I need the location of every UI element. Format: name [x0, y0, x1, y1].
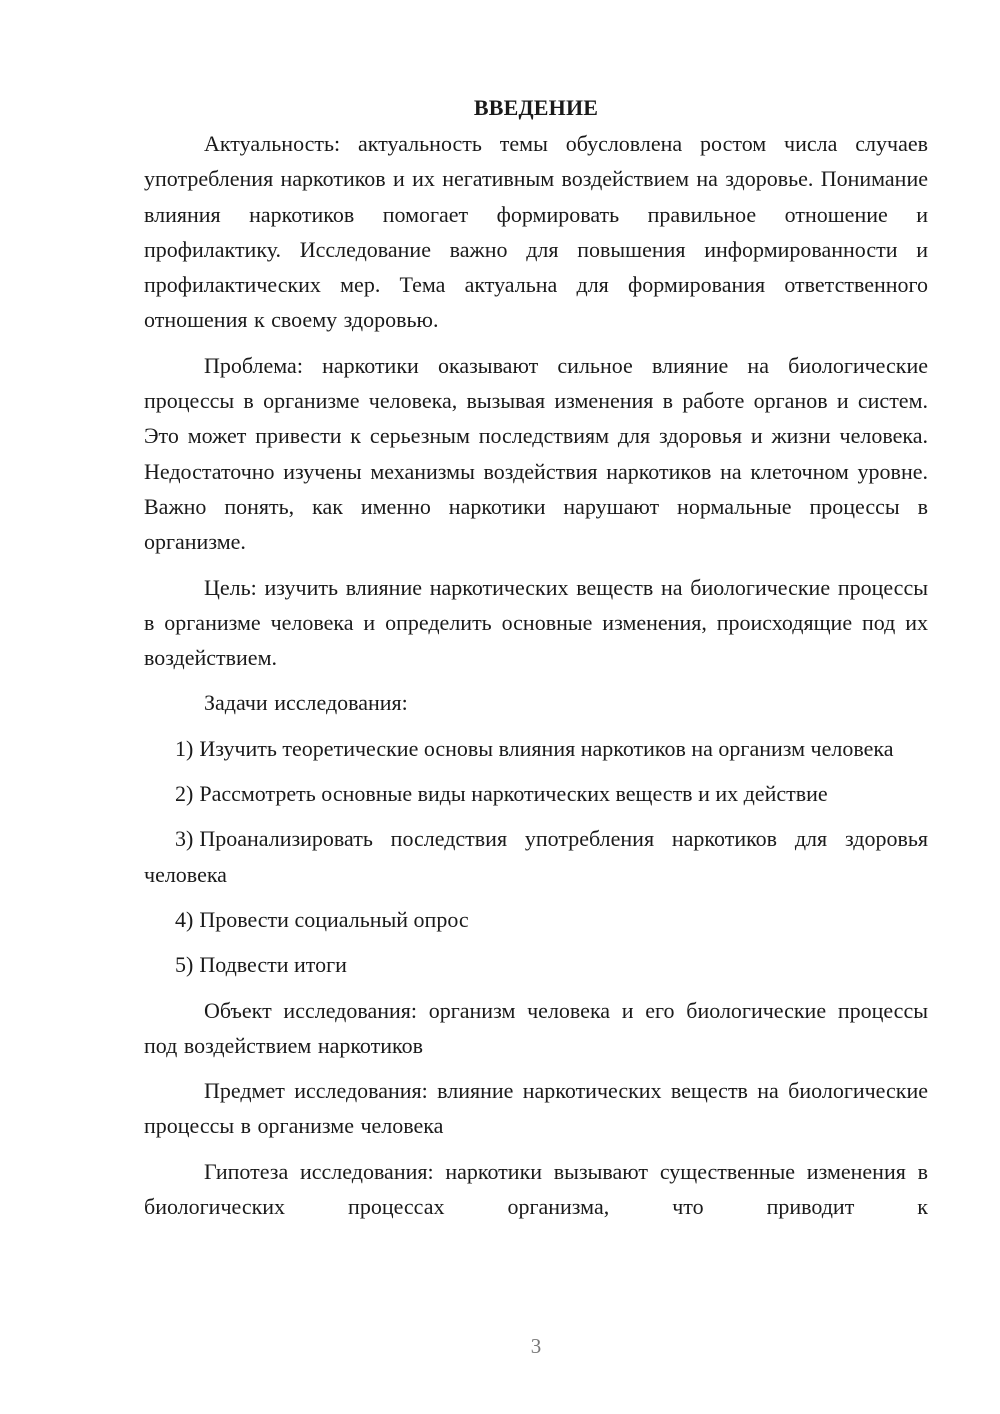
page-title: ВВЕДЕНИЕ	[473, 95, 599, 120]
task-item	[144, 821, 928, 892]
goal-paragraph: Цель: изучить влияние наркотических веществ на биологические процессы в организме человека и определить основные изменения, происходящие под их воздействием.	[144, 574, 928, 671]
task-text: Подвести итоги	[199, 952, 347, 978]
task-item	[144, 776, 928, 811]
task-number: 1)	[175, 735, 194, 761]
subject-paragraph: Предмет исследования: влияние наркотических веществ на биологические процессы в организме человека	[144, 1078, 928, 1139]
page-number: 3	[530, 1334, 542, 1358]
task-item	[144, 947, 928, 982]
task-number: 5)	[175, 952, 194, 978]
task-number: 2)	[175, 781, 194, 807]
problem-paragraph: Проблема: наркотики оказывают сильное влияние на биологические процессы в организме человека, вызывая изменения в работе органов и систем. Это может привести к серьезным последствиям для здоровья и жизни человека. Недостаточно изучены механизмы воздействия наркотиков на клеточном уровне. Важно понять, как именно наркотики нарушают нормальные процессы в организме.	[144, 352, 928, 555]
task-item	[144, 731, 928, 766]
task-number: 4)	[175, 906, 194, 932]
task-text: Изучить теоретические основы влияния наркотиков на организм человека	[199, 735, 894, 761]
relevance-paragraph: Актуальность: актуальность темы обусловлена ростом числа случаев употребления наркотиков и их негативным воздействием на здоровье. Понимание влияния наркотиков помогает формировать правильное отношение и профилактику. Исследование важно для повышения информированности и профилактических мер. Тема актуальна для формирования ответственного отношения к своему здоровью.	[144, 131, 928, 333]
task-text: Рассмотреть основные виды наркотических веществ и их действие	[199, 781, 828, 807]
task-number: 3)	[175, 826, 194, 852]
document-page	[144, 90, 928, 1234]
task-item	[144, 902, 928, 937]
task-text: Провести социальный опрос	[199, 906, 469, 932]
task-text: Проанализировать последствия употребления наркотиков для здоровья человека	[144, 826, 928, 887]
tasks-heading: Задачи исследования:	[204, 690, 408, 716]
hypothesis-paragraph: Гипотеза исследования: наркотики вызывают существенные изменения в биологических процессах организма, что приводит к	[144, 1158, 928, 1220]
object-paragraph: Объект исследования: организм человека и его биологические процессы под воздействием наркотиков	[144, 997, 928, 1058]
